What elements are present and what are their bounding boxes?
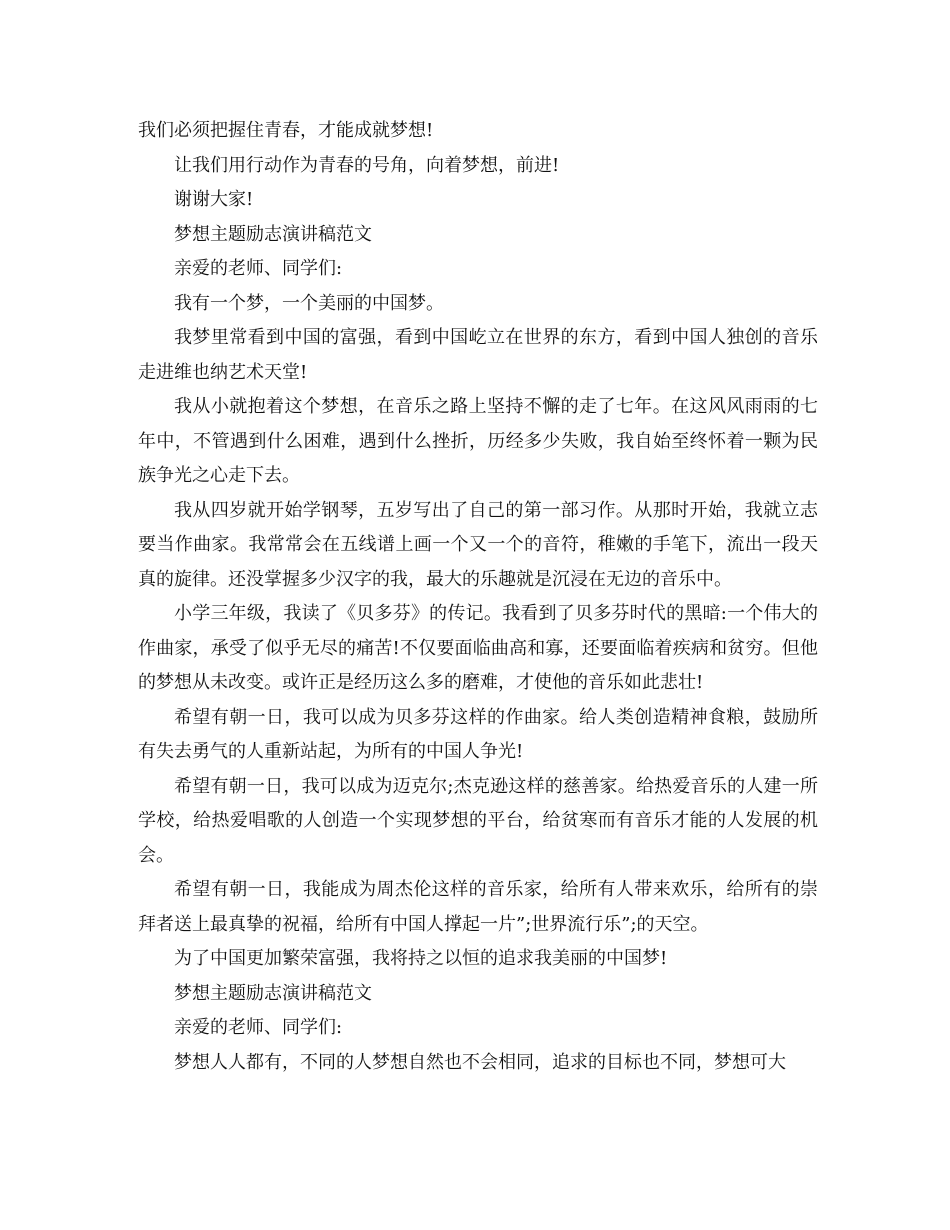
paragraph: 希望有朝一日，我可以成为贝多芬这样的作曲家。给人类创造精神食粮，鼓励所有失去勇气的人重新站起，为所有的中国人争光! xyxy=(138,706,818,762)
paragraph: 我从四岁就开始学钢琴，五岁写出了自己的第一部习作。从那时开始，我就立志要当作曲家。我常常会在五线谱上画一个又一个的音符，稚嫩的手笔下，流出一段天真的旋律。还没掌握多少汉字的我，最大的乐趣就是沉浸在无边的音乐中。 xyxy=(138,499,818,590)
paragraph: 我们必须把握住青春，才能成就梦想! xyxy=(138,120,434,141)
paragraph: 让我们用行动作为青春的号角，向着梦想，前进! xyxy=(174,154,560,176)
paragraph: 我有一个梦，一个美丽的中国梦。 xyxy=(174,292,444,314)
paragraph: 小学三年级，我读了《贝多芬》的传记。我看到了贝多芬时代的黑暗:一个伟大的作曲家，承受了似乎无尽的痛苦!不仅要面临曲高和寡，还要面临着疾病和贫穷。但他的梦想从未改变。或许正是经历这么多的磨难，才使他的音乐如此悲壮! xyxy=(138,603,818,693)
paragraph: 我从小就抱着这个梦想，在音乐之路上坚持不懈的走了七年。在这风风雨雨的七年中，不管遇到什么困难，遇到什么挫折，历经多少失败，我自始至终怀着一颗为民族争光之心走下去。 xyxy=(138,396,818,486)
paragraph: 希望有朝一日，我能成为周杰伦这样的音乐家，给所有人带来欢乐，给所有的崇拜者送上最真挚的祝福，给所有中国人撑起一片”;世界流行乐”;的天空。 xyxy=(138,879,818,935)
salutation: 亲爱的老师、同学们: xyxy=(174,258,343,279)
section-heading: 梦想主题励志演讲稿范文 xyxy=(174,223,372,245)
paragraph: 梦想人人都有，不同的人梦想自然也不会相同，追求的目标也不同，梦想可大 xyxy=(174,1051,786,1073)
paragraph: 希望有朝一日，我可以成为迈克尔;杰克逊这样的慈善家。给热爱音乐的人建一所学校，给热爱唱歌的人创造一个实现梦想的平台，给贫寒而有音乐才能的人发展的机会。 xyxy=(138,775,818,866)
paragraph: 我梦里常看到中国的富强，看到中国屹立在世界的东方，看到中国人独创的音乐走进维也纳艺术天堂! xyxy=(138,327,818,383)
salutation: 亲爱的老师、同学们: xyxy=(174,1017,343,1038)
paragraph: 谢谢大家! xyxy=(174,189,254,210)
document-body xyxy=(138,114,818,1080)
paragraph: 为了中国更加繁荣富强，我将持之以恒的追求我美丽的中国梦! xyxy=(174,948,668,969)
section-heading: 梦想主题励志演讲稿范文 xyxy=(174,982,372,1004)
